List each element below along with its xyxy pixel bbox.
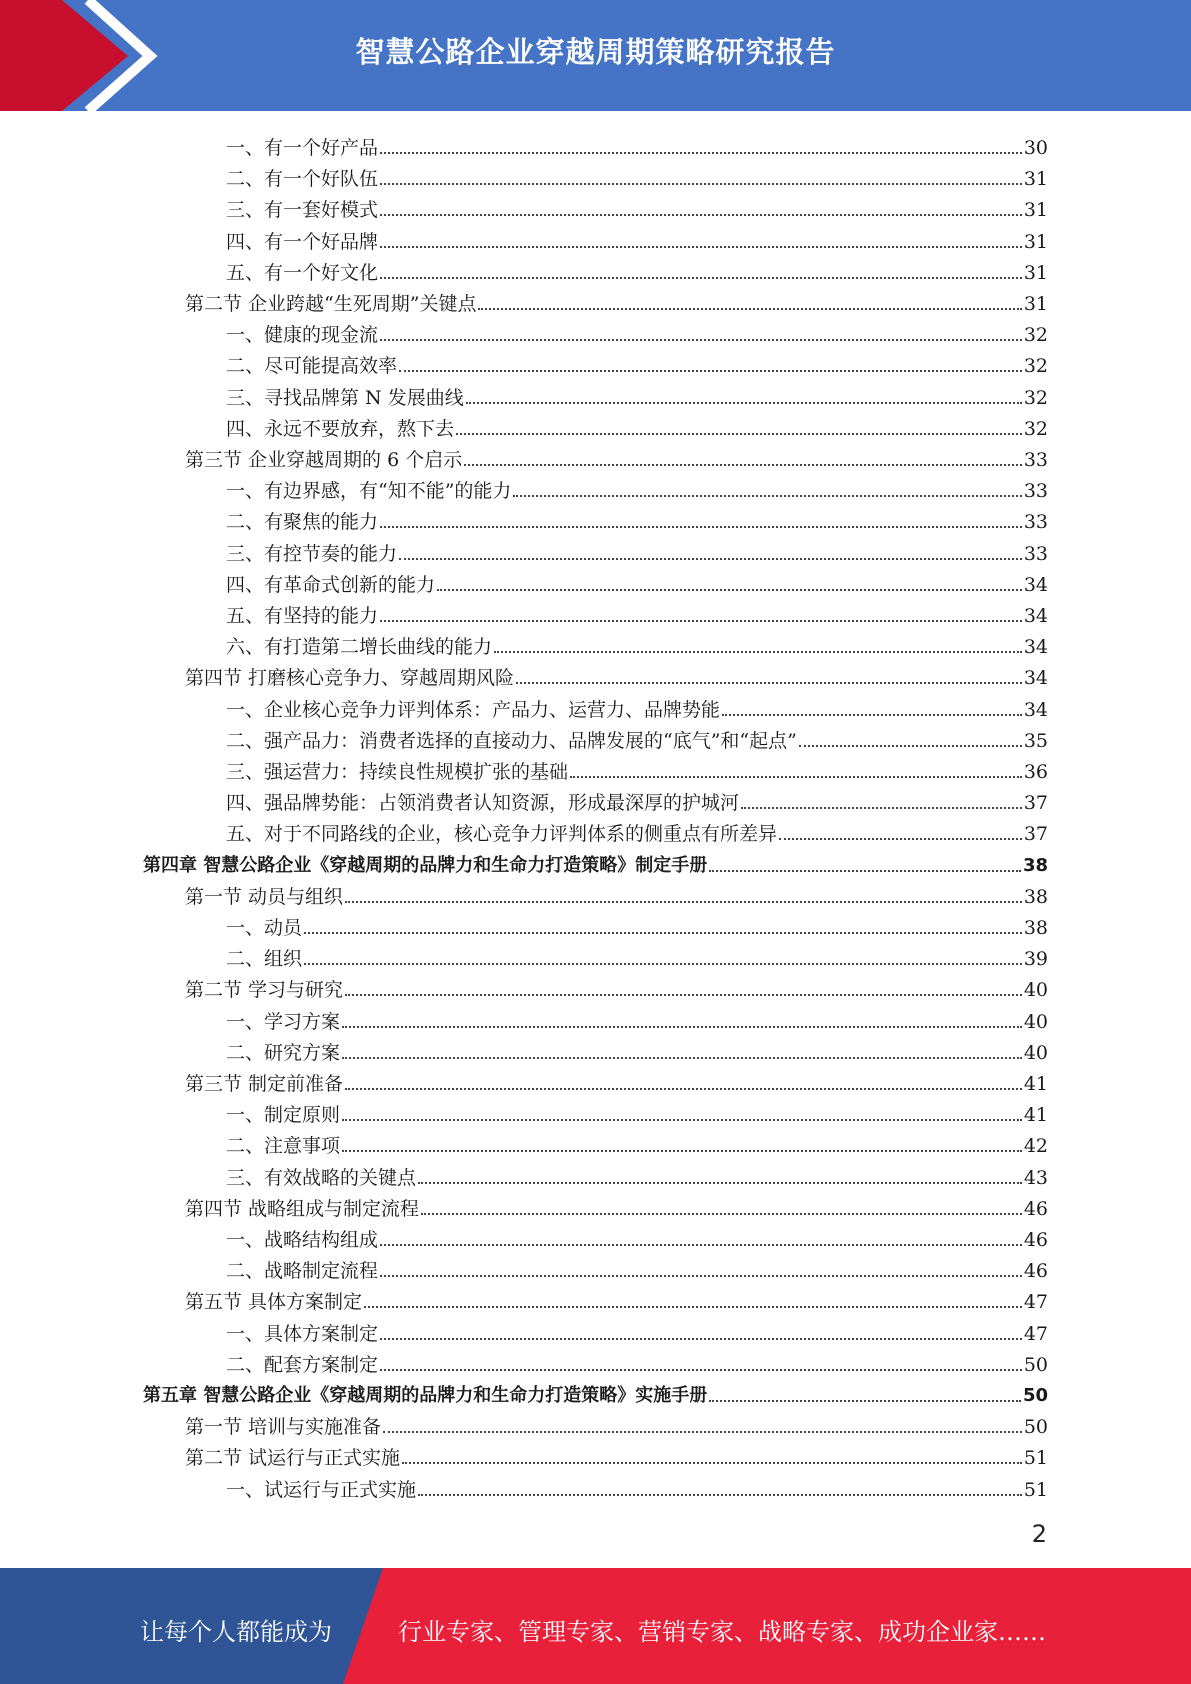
toc-page-number: 31 xyxy=(1023,230,1048,253)
toc-item-row[interactable] xyxy=(226,940,1048,971)
toc-section-row[interactable] xyxy=(185,441,1048,472)
dot-leader xyxy=(513,494,1021,497)
toc-chapter-row[interactable] xyxy=(143,847,1048,878)
dot-leader xyxy=(799,744,1022,747)
dot-leader xyxy=(466,401,1022,404)
toc-entry-title: 一、战略结构组成 xyxy=(226,1229,379,1251)
toc-page-number: 51 xyxy=(1023,1447,1048,1470)
dot-leader xyxy=(709,1399,1021,1402)
toc-page-number: 40 xyxy=(1023,1010,1048,1033)
toc-entry-title: 三、有控节奏的能力 xyxy=(226,542,398,565)
toc-entry-title: 二、强产品力：消费者选择的直接动力、品牌发展的“底气”和“起点” xyxy=(226,729,797,752)
dot-leader xyxy=(380,1368,1022,1371)
toc-item-row[interactable] xyxy=(226,1096,1048,1127)
toc-page-number: 32 xyxy=(1023,324,1048,347)
toc-item-row[interactable] xyxy=(226,254,1048,285)
dot-leader xyxy=(399,557,1022,560)
dot-leader xyxy=(342,1025,1022,1028)
toc-entry-title: 二、有聚焦的能力 xyxy=(226,511,379,534)
toc-item-row[interactable] xyxy=(226,1159,1048,1190)
toc-page-number: 46 xyxy=(1023,1197,1048,1220)
toc-entry-title: 一、企业核心竞争力评判体系：产品力、运营力、品牌势能 xyxy=(226,698,721,721)
toc-item-row[interactable] xyxy=(226,691,1048,722)
dot-leader xyxy=(456,432,1022,435)
toc-entry-title: 二、组织 xyxy=(226,948,303,971)
toc-entry-title: 二、研究方案 xyxy=(226,1041,341,1064)
toc-page-number: 34 xyxy=(1023,667,1048,690)
toc-entry-title: 第二节 企业跨越“生死周期”关键点 xyxy=(185,293,477,315)
toc-entry-title: 第四节 打磨核心竞争力、穿越周期风险 xyxy=(185,667,515,690)
dot-leader xyxy=(345,900,1022,903)
toc-entry-title: 一、学习方案 xyxy=(226,1010,341,1033)
toc-item-row[interactable] xyxy=(226,909,1048,940)
dot-leader xyxy=(380,245,1022,248)
page-number: 2 xyxy=(1031,1520,1047,1548)
dot-leader xyxy=(516,681,1022,684)
toc-item-row[interactable] xyxy=(226,160,1048,191)
toc-page-number: 32 xyxy=(1023,386,1048,409)
toc-page-number: 32 xyxy=(1023,355,1048,378)
dot-leader xyxy=(342,1149,1022,1152)
toc-chapter-row[interactable] xyxy=(143,1377,1048,1408)
toc-page-number: 35 xyxy=(1023,729,1048,752)
toc-item-row[interactable] xyxy=(226,191,1048,222)
toc-page-number: 34 xyxy=(1023,573,1048,596)
toc-page-number: 37 xyxy=(1023,823,1048,846)
toc-page-number: 46 xyxy=(1023,1229,1048,1251)
dot-leader xyxy=(709,869,1021,872)
toc-item-row[interactable] xyxy=(226,316,1048,347)
page-header xyxy=(0,0,1191,111)
dot-leader xyxy=(342,1056,1022,1059)
toc-entry-title: 一、健康的现金流 xyxy=(226,324,379,347)
dot-leader xyxy=(345,1087,1022,1090)
toc-page-number: 40 xyxy=(1023,1041,1048,1064)
dot-leader xyxy=(570,775,1022,778)
dot-leader xyxy=(402,1461,1022,1464)
toc-page-number: 34 xyxy=(1023,605,1048,627)
toc-page-number: 47 xyxy=(1023,1291,1048,1314)
toc-entry-title: 五、有坚持的能力 xyxy=(226,605,379,627)
toc-item-row[interactable] xyxy=(226,1221,1048,1252)
toc-entry-title: 五、有一个好文化 xyxy=(226,261,379,284)
dot-leader xyxy=(380,213,1022,216)
toc-page-number: 41 xyxy=(1023,1104,1048,1127)
toc-page-number: 38 xyxy=(1023,885,1048,908)
toc-item-row[interactable] xyxy=(226,753,1048,784)
dot-leader xyxy=(304,931,1022,934)
toc-section-row[interactable] xyxy=(185,1408,1048,1439)
toc-item-row[interactable] xyxy=(226,628,1048,659)
dot-leader xyxy=(380,1337,1022,1340)
toc-section-row[interactable] xyxy=(185,1065,1048,1096)
toc-entry-title: 三、强运营力：持续良性规模扩张的基础 xyxy=(226,761,569,783)
toc-entry-title: 第四节 战略组成与制定流程 xyxy=(185,1197,420,1220)
toc-entry-title: 二、战略制定流程 xyxy=(226,1260,379,1283)
toc-page-number: 31 xyxy=(1023,168,1048,191)
dot-leader xyxy=(478,307,1021,310)
toc-item-row[interactable] xyxy=(226,223,1048,254)
toc-section-row[interactable] xyxy=(185,1283,1048,1314)
dot-leader xyxy=(494,650,1022,653)
toc-entry-title: 三、有效战略的关键点 xyxy=(226,1166,417,1189)
toc-item-row[interactable] xyxy=(226,1252,1048,1283)
toc-page-number: 33 xyxy=(1023,511,1048,534)
dot-leader xyxy=(399,369,1022,372)
toc-page-number: 36 xyxy=(1023,761,1048,783)
dot-leader xyxy=(304,962,1022,965)
toc-entry-title: 一、试运行与正式实施 xyxy=(226,1478,417,1501)
dot-leader xyxy=(342,1118,1022,1121)
toc-page-number: 38 xyxy=(1023,917,1048,939)
toc-item-row[interactable] xyxy=(226,815,1048,846)
toc-entry-title: 四、永远不要放弃，熬下去 xyxy=(226,417,455,440)
page-footer xyxy=(0,1568,1191,1684)
dot-leader xyxy=(380,338,1022,341)
toc-entry-title: 二、注意事项 xyxy=(226,1135,341,1158)
toc-item-row[interactable] xyxy=(226,1346,1048,1377)
toc-page-number: 33 xyxy=(1023,542,1048,565)
dot-leader xyxy=(380,151,1022,154)
toc-item-row[interactable] xyxy=(226,347,1048,378)
dot-leader xyxy=(418,1181,1022,1184)
toc-entry-title: 二、有一个好队伍 xyxy=(226,168,379,191)
toc-entry-title: 第一节 动员与组织 xyxy=(185,885,344,908)
footer-slogan: 让每个人都能成为 xyxy=(140,1618,332,1646)
dot-leader xyxy=(437,588,1022,591)
toc-entry-title: 二、尽可能提高效率 xyxy=(226,355,398,378)
toc-entry-title: 六、有打造第二增长曲线的能力 xyxy=(226,636,493,659)
toc-page-number: 50 xyxy=(1023,1353,1048,1376)
toc-entry-title: 五、对于不同路线的企业，核心竞争力评判体系的侧重点有所差异 xyxy=(226,823,778,846)
toc-item-row[interactable] xyxy=(226,722,1048,753)
toc-page-number: 33 xyxy=(1023,449,1048,471)
toc-item-row[interactable] xyxy=(226,1127,1048,1158)
toc-item-row[interactable] xyxy=(226,566,1048,597)
dot-leader xyxy=(722,713,1022,716)
toc-item-row[interactable] xyxy=(226,1315,1048,1346)
toc-page-number: 43 xyxy=(1023,1166,1048,1189)
dot-leader xyxy=(345,993,1022,996)
toc-item-row[interactable] xyxy=(226,1003,1048,1034)
toc-page-number: 42 xyxy=(1023,1135,1048,1158)
toc-item-row[interactable] xyxy=(226,535,1048,566)
toc-page-number: 38 xyxy=(1022,854,1048,876)
toc-entry-title: 一、具体方案制定 xyxy=(226,1322,379,1345)
toc-page-number: 33 xyxy=(1023,480,1048,503)
toc-entry-title: 第五节 具体方案制定 xyxy=(185,1291,363,1314)
dot-leader xyxy=(380,1274,1022,1277)
toc-item-row[interactable] xyxy=(226,1034,1048,1065)
toc-page-number: 31 xyxy=(1023,199,1048,222)
toc-section-row[interactable] xyxy=(185,1190,1048,1221)
dot-leader xyxy=(380,619,1022,622)
toc-entry-title: 第四章 智慧公路企业《穿越周期的品牌力和生命力打造策略》制定手册 xyxy=(143,854,708,876)
toc-page-number: 46 xyxy=(1023,1260,1048,1283)
toc-entry-title: 一、有一个好产品 xyxy=(226,137,379,159)
toc-section-row[interactable] xyxy=(185,285,1048,316)
dot-leader xyxy=(779,837,1022,840)
dot-leader xyxy=(421,1212,1022,1215)
toc-page-number: 47 xyxy=(1023,1322,1048,1345)
dot-leader xyxy=(380,1243,1022,1246)
dot-leader xyxy=(380,525,1022,528)
dot-leader xyxy=(380,182,1022,185)
toc-page-number: 51 xyxy=(1023,1478,1048,1501)
toc-entry-title: 三、有一套好模式 xyxy=(226,199,379,222)
dot-leader xyxy=(383,1430,1022,1433)
toc-item-row[interactable] xyxy=(226,129,1048,160)
toc-page-number: 31 xyxy=(1023,261,1048,284)
toc-item-row[interactable] xyxy=(226,472,1048,503)
toc-entry-title: 第三节 制定前准备 xyxy=(185,1073,344,1095)
toc-entry-title: 第二节 试运行与正式实施 xyxy=(185,1447,401,1470)
toc-item-row[interactable] xyxy=(226,597,1048,628)
toc-section-row[interactable] xyxy=(185,878,1048,909)
dot-leader xyxy=(741,806,1022,809)
toc-page-number: 50 xyxy=(1023,1416,1048,1439)
toc-section-row[interactable] xyxy=(185,659,1048,690)
toc-page-number: 30 xyxy=(1023,137,1048,159)
toc-page-number: 50 xyxy=(1022,1385,1048,1406)
toc-page-number: 39 xyxy=(1023,948,1048,971)
toc-entry-title: 四、有革命式创新的能力 xyxy=(226,573,436,596)
toc-item-row[interactable] xyxy=(226,503,1048,534)
toc-entry-title: 一、制定原则 xyxy=(226,1104,341,1127)
toc-item-row[interactable] xyxy=(226,379,1048,410)
toc-page-number: 34 xyxy=(1023,636,1048,659)
toc-entry-title: 二、配套方案制定 xyxy=(226,1353,379,1376)
toc-entry-title: 第二节 学习与研究 xyxy=(185,979,344,1002)
toc-item-row[interactable] xyxy=(226,410,1048,441)
toc-page-number: 34 xyxy=(1023,698,1048,721)
toc-entry-title: 第三节 企业穿越周期的 6 个启示 xyxy=(185,449,463,471)
toc-page-number: 40 xyxy=(1023,979,1048,1002)
toc-entry-title: 第一节 培训与实施准备 xyxy=(185,1416,382,1439)
toc-entry-title: 一、动员 xyxy=(226,917,303,939)
dot-leader xyxy=(364,1305,1022,1308)
toc-entry-title: 第五章 智慧公路企业《穿越周期的品牌力和生命力打造策略》实施手册 xyxy=(143,1385,708,1406)
dot-leader xyxy=(380,276,1022,279)
toc-entry-title: 三、寻找品牌第 N 发展曲线 xyxy=(226,386,464,409)
toc-entry-title: 四、强品牌势能：占领消费者认知资源，形成最深厚的护城河 xyxy=(226,792,740,815)
dot-leader xyxy=(418,1493,1022,1496)
footer-roles: 行业专家、管理专家、营销专家、战略专家、成功企业家…… xyxy=(398,1618,1046,1646)
toc-page-number: 32 xyxy=(1023,417,1048,440)
toc-page-number: 31 xyxy=(1023,293,1048,315)
toc-entry-title: 四、有一个好品牌 xyxy=(226,230,379,253)
toc-entry-title: 一、有边界感，有“知不能”的能力 xyxy=(226,480,512,503)
report-title: 智慧公路企业穿越周期策略研究报告 xyxy=(355,35,836,69)
toc-item-row[interactable] xyxy=(226,784,1048,815)
toc-section-row[interactable] xyxy=(185,971,1048,1002)
toc-page-number: 37 xyxy=(1023,792,1048,815)
toc-page-number: 41 xyxy=(1023,1073,1048,1095)
dot-leader xyxy=(464,463,1022,466)
toc-section-row[interactable] xyxy=(185,1439,1048,1470)
toc-item-row[interactable] xyxy=(226,1471,1048,1502)
